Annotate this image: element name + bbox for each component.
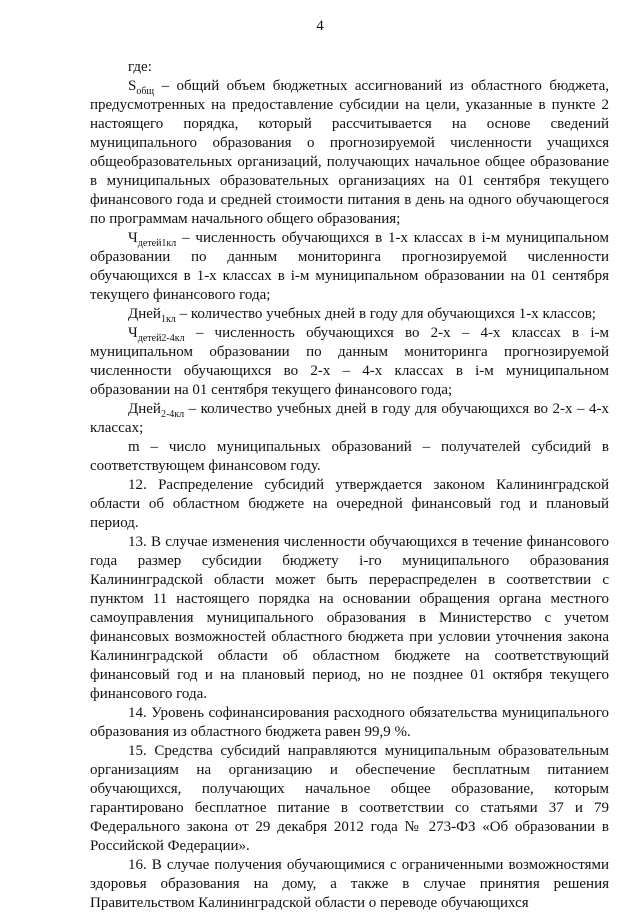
definition-days-2-4	[90, 400, 609, 438]
symbol-d1-subscript: 1кл	[160, 314, 176, 325]
definition-children-2-4	[90, 324, 609, 400]
clause-16: 16. В случае получения обучающимися с ограниченными возможностями здоровья образования на дому, а также в случае принятия решения Правительством Калининградской области о переводе обучающихся	[90, 857, 609, 911]
symbol-d2: Дней	[128, 401, 161, 417]
symbol-s: S	[128, 78, 137, 94]
clause-12: 12. Распределение субсидий утверждается законом Калининградской области об областном бюджете на очередной финансовый год и плановый период.	[90, 477, 609, 531]
symbol-ch1: Ч	[128, 230, 138, 246]
symbol-d2-subscript: 2-4кл	[160, 409, 185, 420]
definition-s-total	[90, 77, 609, 229]
symbol-ch1-subscript: детей1кл	[137, 238, 177, 249]
page-number: 4	[316, 18, 324, 34]
where-label: где:	[128, 59, 152, 75]
definition-days-1	[90, 305, 609, 324]
symbol-ch2-subscript: детей2-4кл	[137, 333, 185, 344]
symbol-s-subscript: общ	[136, 86, 155, 97]
document-body	[90, 58, 609, 913]
definition-m: m – число муниципальных образований – получателей субсидий в соответствующем финансовом году.	[90, 439, 609, 474]
symbol-ch2: Ч	[128, 325, 138, 341]
clause-13: 13. В случае изменения численности обучающихся в течение финансового года размер субсидии бюджету i-го муниципального образования Калининградской области может быть перераспределен в соответствии с пунктом 11 настоящего порядка на основании обращения органа местного самоуправления муниципального образования в Министерство с учетом финансовых возможностей областного бюджета при условии уточнения закона Калининградской области об областном бюджете на соответствующий финансовый год и на плановый период, но не позднее 01 октября текущего финансового года.	[90, 534, 609, 702]
definition-children-1	[90, 229, 609, 305]
definition-d1-text: – количество учебных дней в году для обучающихся 1-х классов;	[175, 306, 596, 322]
definition-s-text: – общий объем бюджетных ассигнований из областного бюджета, предусмотренных на предоставление субсидии на цели, указанные в пункте 2 настоящего порядка, который рассчитывается на основе сведений муниципального образования о прогнозируемой численности учащихся общеобразовательных организаций, получающих начальное общее образование в муниципальных образовательных организациях на 01 сентября текущего финансового года и средней стоимости питания в день на одного обучающегося по программам начального общего образования;	[90, 78, 609, 227]
definition-ch2-text: – численность обучающихся во 2-х – 4-х классах в i-м муниципальном образовании по данным мониторинга прогнозируемой численности обучающихся во 2-х – 4-х классах в i-м муниципальном образовании на 01 сентября текущего финансового года;	[90, 325, 609, 398]
clause-14: 14. Уровень софинансирования расходного обязательства муниципального образования из областного бюджета равен 99,9 %.	[90, 705, 609, 740]
clause-15: 15. Средства субсидий направляются муниципальным образовательным организациям на организацию и обеспечение бесплатным питанием обучающихся, получающих начальное общее образование, которым гарантировано бесплатное питание в соответствии со статьями 37 и 79 Федерального закона от 29 декабря 2012 года № 273-ФЗ «Об образовании в Российской Федерации».	[90, 743, 609, 854]
symbol-d1: Дней	[128, 306, 161, 322]
definition-d2-text: – количество учебных дней в году для обучающихся во 2-х – 4-х классах;	[90, 401, 609, 436]
definition-ch1-text: – численность обучающихся в 1-х классах в i-м муниципальном образовании по данным мониторинга прогнозируемой численности обучающихся в 1-х классах в i-м муниципальном образовании на 01 сентября текущего финансового года;	[90, 230, 609, 303]
